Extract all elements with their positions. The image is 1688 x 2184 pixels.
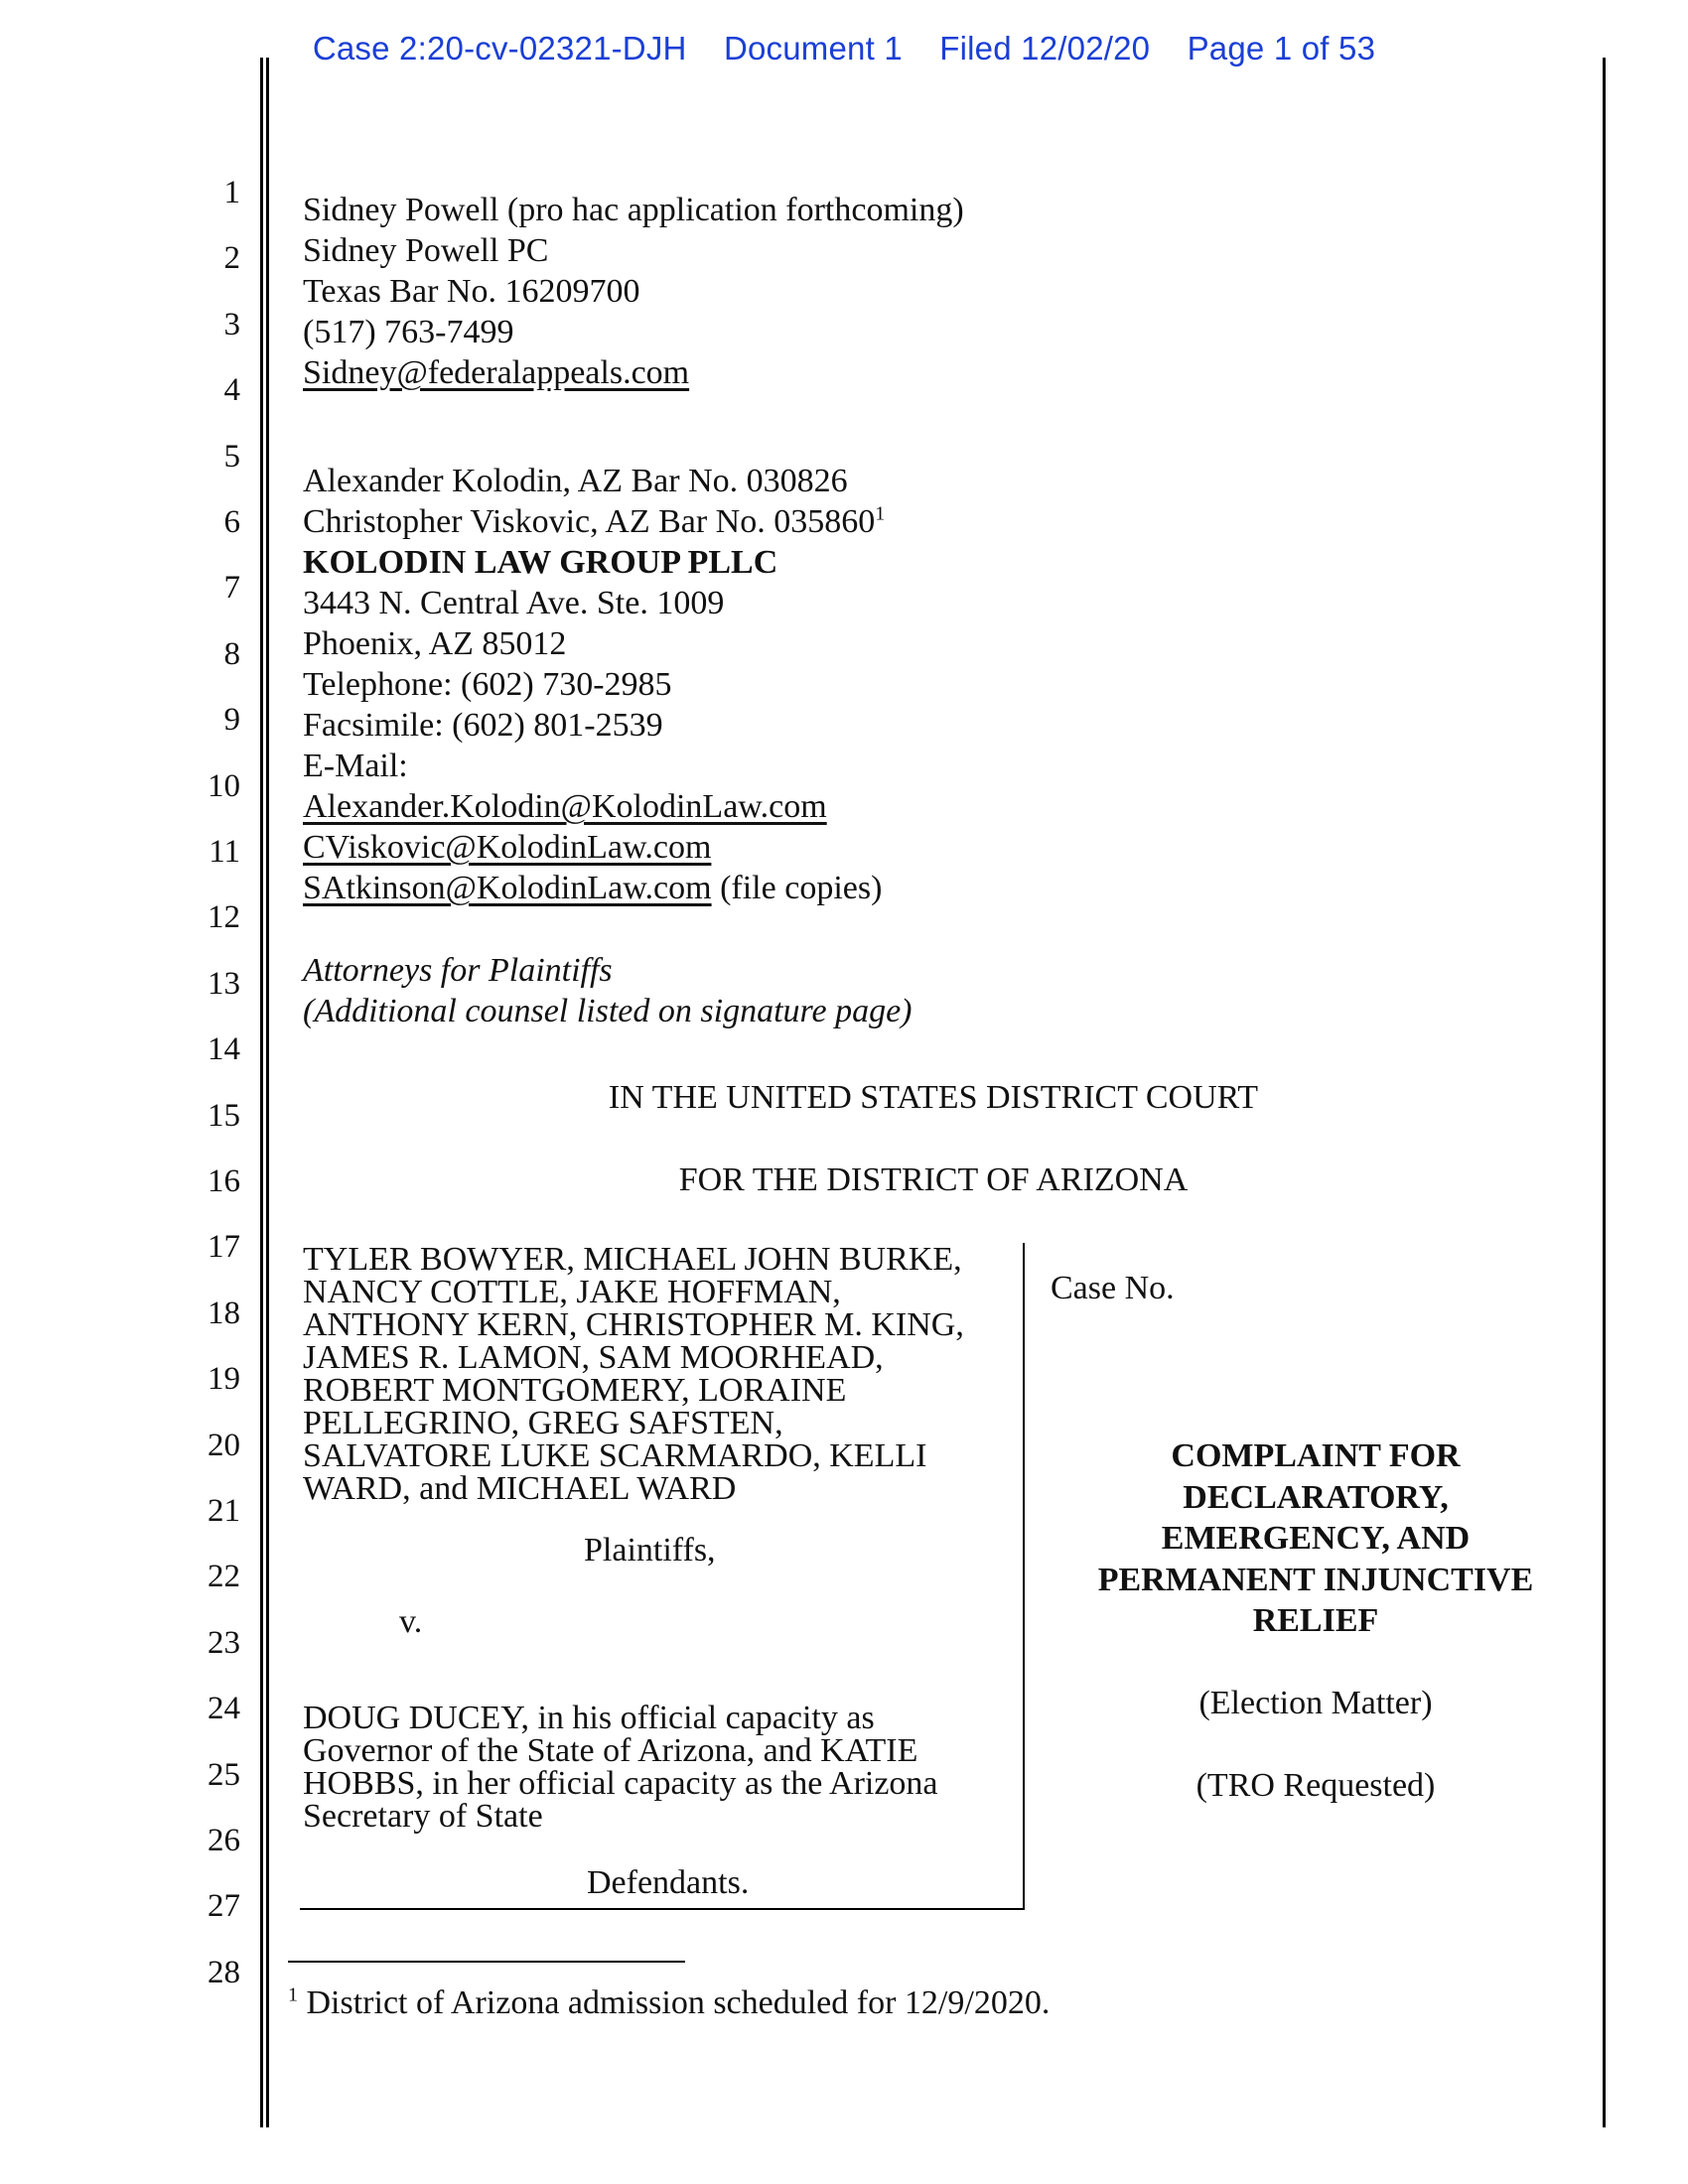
complaint-title-line: COMPLAINT FOR [1171,1437,1461,1474]
document-number: Document 1 [723,30,903,67]
footnote-divider [288,1961,685,1963]
email-atkinson-line [303,868,882,908]
line-number: 28 [208,1955,240,1990]
defendant-line: HOBBS, in her official capacity as the Arizona [303,1765,938,1802]
plaintiff-line: JAMES R. LAMON, SAM MOORHEAD, [303,1339,884,1376]
left-margin-rule [260,58,263,2127]
page-count: Page 1 of 53 [1187,30,1376,67]
line-number: 10 [208,768,240,804]
line-number: 8 [223,636,240,672]
footnote-mark: 1 [288,1983,298,2006]
file-copies-note: (file copies) [711,870,883,906]
address-line-1: 3443 N. Central Ave. Ste. 1009 [303,585,725,621]
law-firm-name: KOLODIN LAW GROUP PLLC [303,544,778,581]
line-number: 22 [208,1559,240,1594]
case-header [0,30,1688,68]
email-link-viskovic[interactable]: CViskovic@KolodinLaw.com [303,829,712,866]
attorney-viskovic-text: Christopher Viskovic, AZ Bar No. 035860 [303,503,876,540]
case-number-label: Case No. [1051,1270,1175,1306]
line-number: 6 [223,504,240,540]
line-number: 16 [208,1163,240,1199]
complaint-title-line: EMERGENCY, AND [1161,1520,1471,1557]
plaintiff-line: ROBERT MONTGOMERY, LORAINE [303,1372,847,1409]
defendant-line: Governor of the State of Arizona, and KATIE [303,1732,918,1769]
line-number: 27 [208,1888,240,1924]
counsel-phone: (517) 763-7499 [303,314,514,350]
footnote [288,1982,1050,2023]
footnote-reference: 1 [875,502,886,525]
plaintiff-line: PELLEGRINO, GREG SAFSTEN, [303,1405,783,1441]
email-link-atkinson[interactable]: SAtkinson@KolodinLaw.com [303,870,712,906]
plaintiff-line: SALVATORE LUKE SCARMARDO, KELLI [303,1437,927,1474]
complaint-title-line: DECLARATORY, [1183,1478,1449,1516]
footnote-text: District of Arizona admission scheduled for 12/9/2020. [298,1984,1051,2021]
defendant-line: DOUG DUCEY, in his official capacity as [303,1700,875,1736]
facsimile: Facsimile: (602) 801-2539 [303,707,663,744]
line-number: 26 [208,1823,240,1858]
address-line-2: Phoenix, AZ 85012 [303,625,567,662]
line-number: 21 [208,1493,240,1529]
line-number: 24 [208,1691,240,1726]
line-number: 7 [223,570,240,606]
line-number: 20 [208,1428,240,1463]
plaintiff-line: NANCY COTTLE, JAKE HOFFMAN, [303,1274,841,1310]
plaintiff-line: ANTHONY KERN, CHRISTOPHER M. KING, [303,1306,964,1343]
complaint-title-line: RELIEF [1252,1602,1379,1639]
line-number: 1 [223,175,240,210]
line-number: 18 [208,1296,240,1331]
counsel-email-link[interactable]: Sidney@federalappeals.com [303,354,690,391]
telephone: Telephone: (602) 730-2985 [303,666,672,703]
additional-counsel-note: (Additional counsel listed on signature page) [303,993,913,1029]
tro-requested: (TRO Requested) [1196,1767,1436,1804]
counsel-firm: Sidney Powell PC [303,232,549,269]
line-number: 14 [208,1031,240,1067]
court-district: FOR THE DISTRICT OF ARIZONA [678,1161,1189,1198]
case-number: Case 2:20-cv-02321-DJH [312,30,687,67]
plaintiff-line: TYLER BOWYER, MICHAEL JOHN BURKE, [303,1241,962,1278]
email-label: E-Mail: [303,748,408,784]
line-number: 11 [209,834,240,870]
email-link-kolodin[interactable]: Alexander.Kolodin@KolodinLaw.com [303,788,827,825]
plaintiffs-label: Plaintiffs, [584,1532,716,1569]
line-number: 15 [208,1098,240,1134]
attorney-viskovic [303,501,885,542]
versus: v. [399,1603,423,1640]
line-number: 9 [223,702,240,738]
complaint-title [1053,1435,1579,1642]
line-number: 12 [208,899,240,935]
counsel-name: Sidney Powell (pro hac application forthcoming) [303,192,964,228]
complaint-title-line: PERMANENT INJUNCTIVE [1097,1561,1534,1598]
line-number: 23 [208,1625,240,1661]
line-number: 19 [208,1361,240,1397]
plaintiff-line: WARD, and MICHAEL WARD [303,1470,737,1507]
line-number: 3 [223,307,240,342]
line-number: 25 [208,1757,240,1793]
right-margin-rule [1603,58,1606,2127]
defendants-label: Defendants. [587,1864,750,1901]
counsel-bar-number: Texas Bar No. 16209700 [303,273,640,310]
line-number: 17 [208,1229,240,1265]
line-number: 2 [223,240,240,276]
election-matter: (Election Matter) [1198,1685,1433,1721]
attorney-kolodin: Alexander Kolodin, AZ Bar No. 030826 [303,463,848,499]
line-number: 4 [223,372,240,408]
filed-date: Filed 12/02/20 [939,30,1151,67]
line-number: 5 [223,439,240,475]
defendant-line: Secretary of State [303,1798,543,1835]
line-number: 13 [208,966,240,1002]
attorneys-for-plaintiffs: Attorneys for Plaintiffs [303,952,613,989]
court-name: IN THE UNITED STATES DISTRICT COURT [608,1079,1259,1116]
